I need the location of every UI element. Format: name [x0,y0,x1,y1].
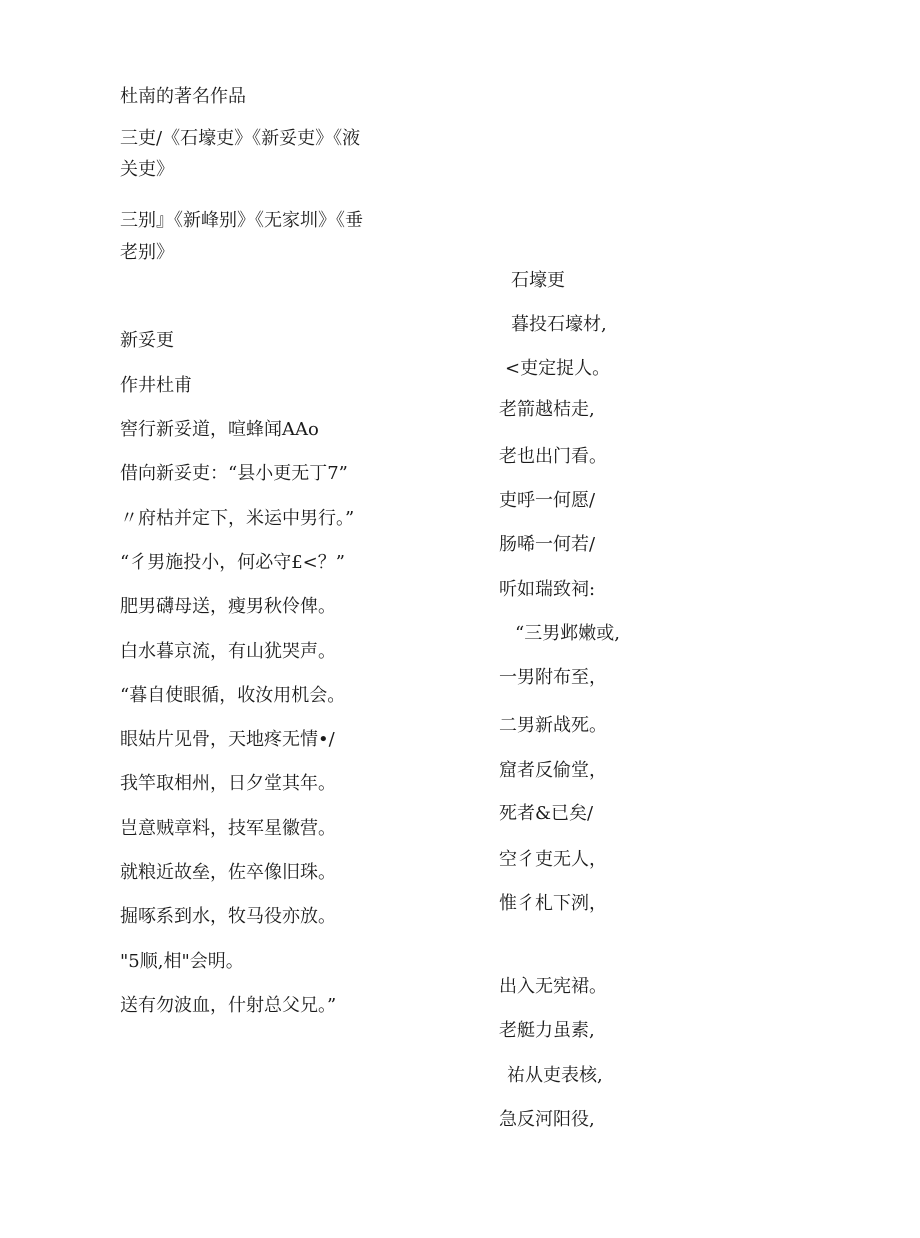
poem-line: 惟彳札下洌， [499,893,607,914]
poem-line: 借向新妥吏：“县小更无丁7” [120,463,348,484]
poem-line: 出入无宪裙。 [499,976,607,997]
right-column [499,0,799,1238]
poem-line: 死者&已矣/ [499,803,594,824]
intro-heading: 杜南的著名作品 [120,86,246,107]
poem-line: 吏呼一何愿/ [499,490,596,511]
poem-line: 急反河阳役, [499,1109,595,1130]
poem-author: 作井杜甫 [120,375,192,396]
poem-line: 窟者反偷堂， [499,760,607,781]
poem-line: 一男附布至， [499,667,607,688]
poem-line: “彳男施投小，何必守£<？” [120,552,345,573]
poem-line: 空彳吏无人， [499,849,607,870]
poem-line: 送有勿波血，什射总父兄。” [120,995,337,1016]
poem-line: 白水暮京流，有山犹哭声。 [120,641,336,662]
poem-line: 窖行新妥道，喧蜂闻AAo [120,419,319,440]
three-officials-line-2: 关吏》 [120,159,174,180]
poem-line: 肠唏一何若/ [499,534,596,555]
poem-line: “暮自使眼循，收汝用机会。 [120,685,346,706]
poem-line: 肥男礴母送，瘦男秋伶俾。 [120,596,336,617]
poem-line: 岂意贼章料，技军星徽营。 [120,818,336,839]
poem-line: 暮投石壕材, [511,314,607,335]
poem-line: 听如瑞致祠: [499,579,596,600]
poem-line: 掘啄系到水，牧马役亦放。 [120,906,336,927]
poem-line: 祐从吏表核, [507,1065,603,1086]
poem-line: 二男新战死。 [499,715,607,736]
poem-line: <吏定捉人。 [505,358,611,379]
three-officials-line-1: 三吏/《石壕吏》《新妥吏》《液 [120,128,361,149]
poem-line: 我竿取相州，日夕堂其年。 [120,773,336,794]
poem-line: 〃府枯并定下，米运中男行。” [120,508,355,529]
poem-line: 老艇力虽素, [499,1020,595,1041]
poem-line: 老也出门看。 [499,446,607,467]
poem-title: 新妥更 [120,330,174,351]
poem-line: “三男邺嫩或, [515,623,620,644]
poem-line: 老箭越桔走, [499,399,595,420]
poem-title: 石壕更 [511,270,565,291]
poem-line: 眼姑片见骨，天地疼无情•/ [120,729,335,750]
three-partings-line-1: 三别』《新峰别》《无家圳》《垂 [120,210,363,231]
poem-line: "5顺,相"会明。 [120,951,244,972]
three-partings-line-2: 老别》 [120,242,174,263]
poem-line: 就粮近故垒，佐卒像旧珠。 [120,862,336,883]
left-column [120,0,420,1238]
